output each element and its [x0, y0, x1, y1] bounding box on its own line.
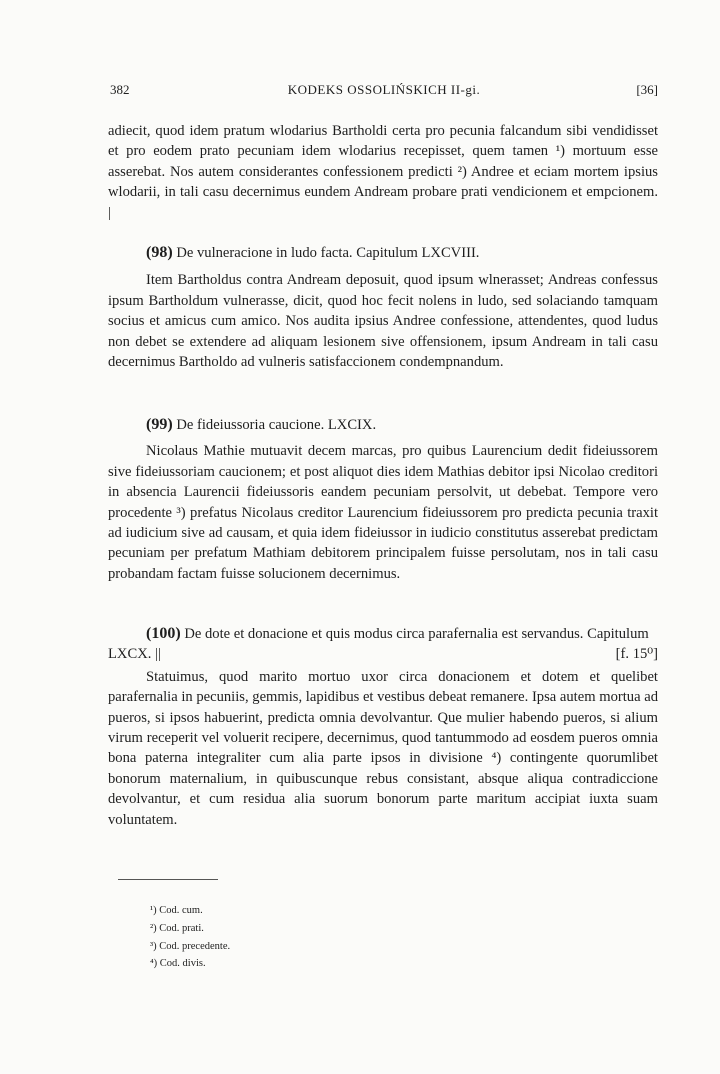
chapter-heading — [108, 624, 658, 665]
footnote: ³) Cod. precedente. — [150, 940, 231, 952]
paragraph-text: Statuimus, quod marito mortuo uxor circa donacionem et dotem et quelibet parafernalia in pecuniis, gemmis, lapidibus et vestibus debeat remanere. Ipsa autem mortua ad pueros, si ipsos habuerint, predicta omnia devolvantur. Que mulier habendo pueros, si alium virum receperit vel voluerit recipere, decernimus, quod tantummodo ad eosdem pueros omnia bona paterna integraliter cum alia parte ipsos in divisione ⁴) contingente quorumlibet bonorum maternalium, in quibuscunque rebus consistant, absque aliqua contradiccione devolvantur, et cum residua alia suorum bonorum parte maritum accipiat iuxta suam voluntatem. — [108, 668, 658, 828]
running-header — [110, 82, 658, 102]
footnote-rule — [118, 879, 218, 880]
chapter-number: (98) — [146, 244, 173, 261]
chapter-99 — [108, 415, 658, 584]
paragraph-text: Item Bartholdus contra Andream deposuit, quod ipsum wlnerasset; Andreas confessus ipsum Bartholdum vulnerasse, dicit, quod hoc fecit nolens in ludo, sed solaciando tamquam socius et amicus cum amico. Nos audita ipsius Andree confessione, attendentes, quod ludus non debet se extendere ad aliquam lesionem sive offensionem, ipsum Andream in tali casu decernimus Bartholdo ad vulneris satisfaccionem condempnandum. — [108, 272, 658, 371]
chapter-98 — [108, 243, 658, 372]
footnote: ²) Cod. prati. — [150, 922, 204, 934]
paragraph-text: Nicolaus Mathie mutuavit decem marcas, pro quibus Laurencium dedit fideiussorem sive fideiussoriam caucionem; et post aliquot dies idem Mathias debitor ipsi Nicolao creditori in absencia Laurencii fideiussoris eandem pecuniam persolvit, ut debebat. Tempore vero procedente ³) prefatus Nicolaus creditor Laurencium fideiussorem pro predicta pecunia traxit ad iudicium sive ad causam, et quia idem fideiussor in iudicio constitutus asserebat predictam pecuniam per prefatum Mathiam debitorem principalem fuisse persolutam, nos in tali casu probandam factam fuisse solucionem decernimus. — [108, 443, 658, 582]
section-number: [36] — [636, 82, 658, 97]
chapter-title: De fideiussoria caucione. LXCIX. — [176, 417, 377, 433]
chapter-heading — [108, 415, 658, 435]
footnotes — [150, 902, 230, 973]
running-title: KODEKS OSSOLIŃSKICH II-gi. — [287, 82, 481, 97]
chapter-number: (99) — [146, 416, 173, 433]
chapter-title: De dote et donacione et quis modus circa parafernalia est servandus. Capitulum LXCX. || — [108, 626, 649, 663]
footnote: ⁴) Cod. divis. — [150, 958, 206, 970]
chapter-number: (100) — [146, 625, 181, 642]
folio-marker: [f. 15⁰] — [615, 646, 658, 663]
chapter-heading — [108, 243, 658, 263]
page-number: 382 — [110, 82, 130, 97]
chapter-title: De vulneracione in ludo facta. Capitulum LXCVIII. — [176, 245, 480, 261]
continued-paragraph — [108, 121, 658, 223]
chapter-100 — [108, 624, 658, 830]
footnote: ¹) Cod. cum. — [150, 905, 203, 916]
paragraph-text: adiecit, quod idem pratum wlodarius Bartholdi certa pro pecunia falcandum sibi vendidisset et pro eodem prato pecuniam idem wlodarius recepisset, quem tamen ¹) mortuum esse asserebat. Nos autem considerantes confessionem predicti ²) Andree et eciam mortem ipsius wlodarii, in tali casu decernimus eundem Andream probare prati vendicionem et empcionem. | — [108, 123, 658, 221]
